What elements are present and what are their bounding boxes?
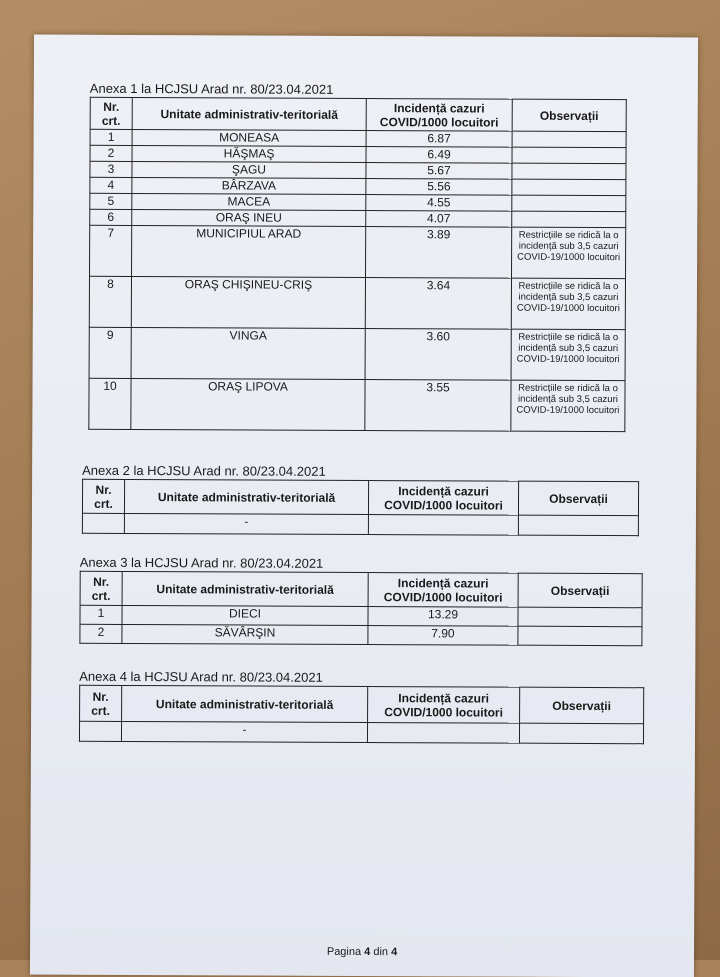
row-number: 2 <box>80 624 122 643</box>
anexa-4-title: Anexa 4 la HCJSU Arad nr. 80/23.04.2021 <box>79 668 323 685</box>
header-incidence: Incidență cazuri COVID/1000 locuitori <box>366 99 512 132</box>
table-row <box>89 327 625 380</box>
header-unit: Unitate administrativ-teritorială <box>132 97 366 130</box>
unit-name: DIECI <box>122 605 368 625</box>
anexa-1-title: Anexa 1 la HCJSU Arad nr. 80/23.04.2021 <box>89 80 334 97</box>
header-incidence: Incidență cazuri COVID/1000 locuitori <box>368 481 518 516</box>
row-number: 5 <box>90 193 132 209</box>
header-nr: Nr. crt. <box>90 97 132 129</box>
header-nr: Nr. crt. <box>80 685 122 721</box>
incidence-value: 4.07 <box>366 211 512 228</box>
anexa-4-table <box>79 685 644 744</box>
anexa-1-table <box>88 97 626 432</box>
anexa-2-title: Anexa 2 la HCJSU Arad nr. 80/23.04.2021 <box>82 462 326 479</box>
footer-page: 4 <box>364 946 371 959</box>
incidence-value: 3.55 <box>365 380 511 432</box>
observation <box>512 163 626 179</box>
unit-name: MONEASA <box>132 129 366 146</box>
table-row <box>89 225 625 278</box>
row-number: 7 <box>89 225 131 276</box>
header-obs: Observații <box>518 573 642 608</box>
incidence-value: 13.29 <box>368 607 518 627</box>
incidence-value: 5.56 <box>366 179 512 196</box>
anexa-4-header-row <box>80 685 644 723</box>
row-number: 4 <box>90 177 132 193</box>
observation: Restricțiile se ridică la o incidență sub 3,5 cazuri COVID-19/1000 locuitori <box>511 227 625 278</box>
incidence-value: 7.90 <box>368 626 518 646</box>
page-footer <box>30 945 694 960</box>
incidence-value: 4.55 <box>366 195 512 212</box>
observation <box>519 723 643 744</box>
incidence-value: 6.49 <box>366 147 512 164</box>
unit-name: SĂVÂRŞIN <box>122 624 368 644</box>
incidence-value: 5.67 <box>366 163 512 180</box>
unit-name: - <box>121 721 367 742</box>
header-obs: Observații <box>512 99 626 131</box>
header-unit: Unitate administrativ-teritorială <box>122 571 368 606</box>
anexa-3-title: Anexa 3 la HCJSU Arad nr. 80/23.04.2021 <box>79 554 324 571</box>
row-number <box>79 721 121 741</box>
anexa-3-table <box>79 571 642 646</box>
observation <box>512 131 626 147</box>
unit-name: MUNICIPIUL ARAD <box>131 225 365 277</box>
table-row <box>80 605 642 626</box>
observation <box>512 179 626 195</box>
header-nr: Nr. crt. <box>80 571 122 605</box>
row-number: 2 <box>90 145 132 161</box>
anexa-2 <box>82 463 639 536</box>
row-number: 6 <box>90 209 132 225</box>
anexa-4 <box>79 669 644 744</box>
table-row <box>80 624 642 645</box>
observation <box>512 147 626 163</box>
observation <box>518 626 642 646</box>
footer-middle: din <box>370 946 392 959</box>
incidence-value: 3.64 <box>365 278 511 330</box>
anexa-1-header-row <box>90 97 626 131</box>
unit-name: - <box>124 513 368 534</box>
unit-name: VINGA <box>131 327 365 379</box>
unit-name: ORAŞ LIPOVA <box>131 378 365 430</box>
table-row <box>82 513 638 535</box>
observation: Restricțiile se ridică la o incidență sub 3,5 cazuri COVID-19/1000 locuitori <box>511 329 625 380</box>
anexa-3 <box>79 555 642 646</box>
incidence-value: 3.60 <box>365 329 511 381</box>
observation <box>512 211 626 227</box>
header-incidence: Incidență cazuri COVID/1000 locuitori <box>368 687 520 724</box>
incidence-value: 3.89 <box>365 227 511 279</box>
table-row <box>89 276 625 329</box>
header-nr: Nr. crt. <box>82 479 124 513</box>
header-obs: Observații <box>518 481 638 516</box>
anexa-3-header-row <box>80 571 642 607</box>
header-incidence: Incidență cazuri COVID/1000 locuitori <box>368 573 518 608</box>
observation <box>518 607 642 627</box>
unit-name: ŞAGU <box>132 161 366 178</box>
observation <box>518 515 638 536</box>
unit-name: BÂRZAVA <box>132 177 366 194</box>
row-number: 10 <box>89 378 131 429</box>
unit-name: HĂŞMAŞ <box>132 145 366 162</box>
table-row <box>79 721 643 743</box>
observation: Restricțiile se ridică la o incidență sub 3,5 cazuri COVID-19/1000 locuitori <box>511 278 625 329</box>
row-number: 9 <box>89 327 131 378</box>
unit-name: ORAŞ CHIŞINEU-CRIŞ <box>131 276 365 328</box>
incidence-value <box>367 723 519 744</box>
observation: Restricțiile se ridică la o incidență sub 3,5 cazuri COVID-19/1000 locuitori <box>511 380 625 431</box>
header-unit: Unitate administrativ-teritorială <box>124 479 368 514</box>
row-number: 3 <box>90 161 132 177</box>
row-number: 1 <box>90 129 132 145</box>
header-unit: Unitate administrativ-teritorială <box>122 685 368 722</box>
anexa-2-header-row <box>82 479 638 515</box>
row-number <box>82 513 124 533</box>
footer-total: 4 <box>391 946 398 959</box>
anexa-2-table <box>82 479 639 536</box>
incidence-value: 6.87 <box>366 131 512 148</box>
row-number: 8 <box>89 276 131 327</box>
incidence-value <box>368 515 518 536</box>
unit-name: MACEA <box>132 193 366 210</box>
document-page <box>30 35 698 977</box>
row-number: 1 <box>80 605 122 624</box>
table-row <box>89 378 625 431</box>
header-obs: Observații <box>520 687 644 724</box>
unit-name: ORAŞ INEU <box>132 209 366 226</box>
footer-prefix: Pagina <box>326 945 365 959</box>
anexa-1 <box>88 81 627 432</box>
observation <box>512 195 626 211</box>
